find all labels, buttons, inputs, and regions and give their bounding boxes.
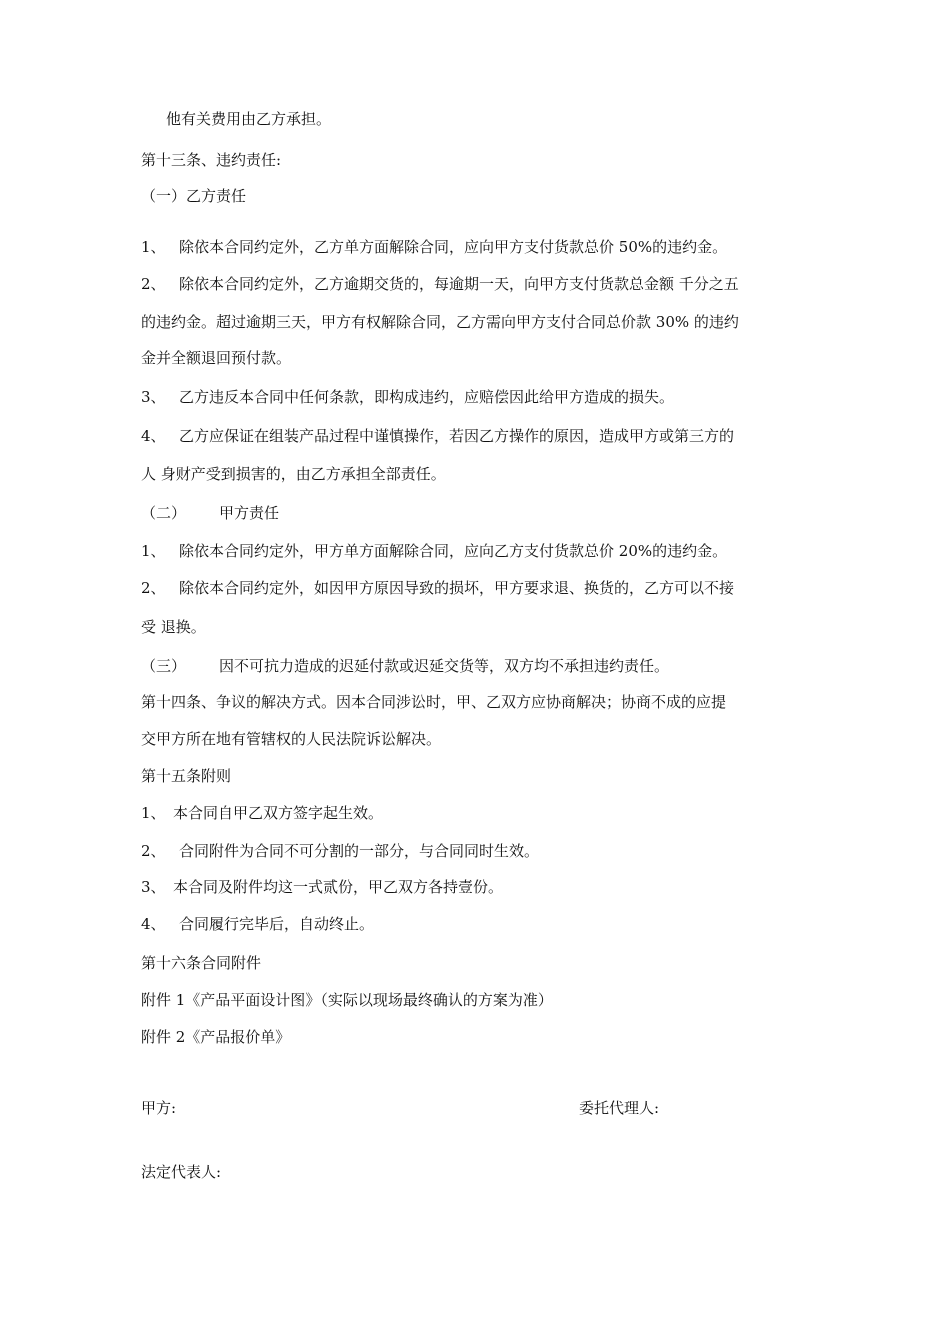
list-item bbox=[141, 274, 739, 294]
item-text: 除依本合同约定外，甲方单方面解除合同，应向乙方支付货款总价 20%的违约金。 bbox=[179, 542, 728, 560]
agent-label: 委托代理人: bbox=[579, 1099, 660, 1117]
list-item bbox=[141, 387, 674, 407]
item-text: 除依本合同约定外，如因甲方原因导致的损坏，甲方要求退、换货的，乙方可以不接 bbox=[179, 579, 735, 597]
item-text: 合同附件为合同不可分割的一部分，与合同同时生效。 bbox=[179, 842, 540, 860]
item-number: 2、 bbox=[141, 842, 166, 860]
list-item bbox=[141, 237, 727, 257]
list-item bbox=[141, 841, 539, 861]
item-continuation: 人 身财产受到损害的，由乙方承担全部责任。 bbox=[141, 465, 446, 483]
item-number: 4、 bbox=[141, 915, 166, 933]
continuation-line: 他有关费用由乙方承担。 bbox=[166, 110, 332, 128]
item-number: 4、 bbox=[141, 427, 166, 445]
list-item bbox=[141, 803, 383, 823]
section-label: （二） bbox=[141, 504, 187, 522]
item-text: 除依本合同约定外，乙方单方面解除合同，应向甲方支付货款总价 50%的违约金。 bbox=[179, 238, 728, 256]
item-text: 本合同及附件均这一式贰份，甲乙双方各持壹份。 bbox=[173, 878, 504, 896]
section-3-line bbox=[141, 656, 669, 676]
item-number: 2、 bbox=[141, 275, 166, 293]
attachment-2: 附件 2《产品报价单》 bbox=[141, 1028, 291, 1046]
item-continuation: 的违约金。超过逾期三天，甲方有权解除合同，乙方需向甲方支付合同总价款 30% 的违约 bbox=[141, 313, 739, 331]
list-item bbox=[141, 914, 374, 934]
item-text: 乙方违反本合同中任何条款，即构成违约，应赔偿因此给甲方造成的损失。 bbox=[179, 388, 675, 406]
item-number: 1、 bbox=[141, 238, 166, 256]
article-14-line: 交甲方所在地有管辖权的人民法院诉讼解决。 bbox=[141, 730, 442, 748]
list-item bbox=[141, 541, 727, 561]
item-text: 合同履行完毕后，自动终止。 bbox=[179, 915, 375, 933]
attachment-1: 附件 1《产品平面设计图》（实际以现场最终确认的方案为准） bbox=[141, 991, 553, 1009]
article-16-title: 第十六条合同附件 bbox=[141, 954, 262, 972]
item-number: 1、 bbox=[141, 804, 166, 822]
section-1-title: （一）乙方责任 bbox=[141, 187, 247, 205]
article-13-title: 第十三条、违约责任: bbox=[141, 151, 282, 169]
list-item bbox=[141, 578, 734, 598]
list-item bbox=[141, 426, 734, 446]
article-14-line: 第十四条、争议的解决方式。因本合同涉讼时，甲、乙双方应协商解决；协商不成的应提 bbox=[141, 693, 727, 711]
legal-representative-label: 法定代表人: bbox=[141, 1163, 222, 1181]
item-number: 2、 bbox=[141, 579, 166, 597]
item-number: 1、 bbox=[141, 542, 166, 560]
item-number: 3、 bbox=[141, 878, 166, 896]
item-number: 3、 bbox=[141, 388, 166, 406]
section-2-title bbox=[141, 503, 279, 523]
section-heading: 甲方责任 bbox=[219, 504, 280, 522]
section-label: （三） bbox=[141, 657, 187, 675]
item-text: 除依本合同约定外，乙方逾期交货的，每逾期一天，向甲方支付货款总金额 千分之五 bbox=[179, 275, 739, 293]
item-continuation: 金并全额退回预付款。 bbox=[141, 349, 292, 367]
item-text: 乙方应保证在组装产品过程中谨慎操作，若因乙方操作的原因，造成甲方或第三方的 bbox=[179, 427, 735, 445]
article-15-title: 第十五条附则 bbox=[141, 767, 232, 785]
item-text: 本合同自甲乙双方签字起生效。 bbox=[173, 804, 384, 822]
item-continuation: 受 退换。 bbox=[141, 618, 206, 636]
section-text: 因不可抗力造成的迟延付款或迟延交货等，双方均不承担违约责任。 bbox=[219, 657, 670, 675]
party-a-label: 甲方: bbox=[141, 1099, 177, 1117]
list-item bbox=[141, 877, 503, 897]
